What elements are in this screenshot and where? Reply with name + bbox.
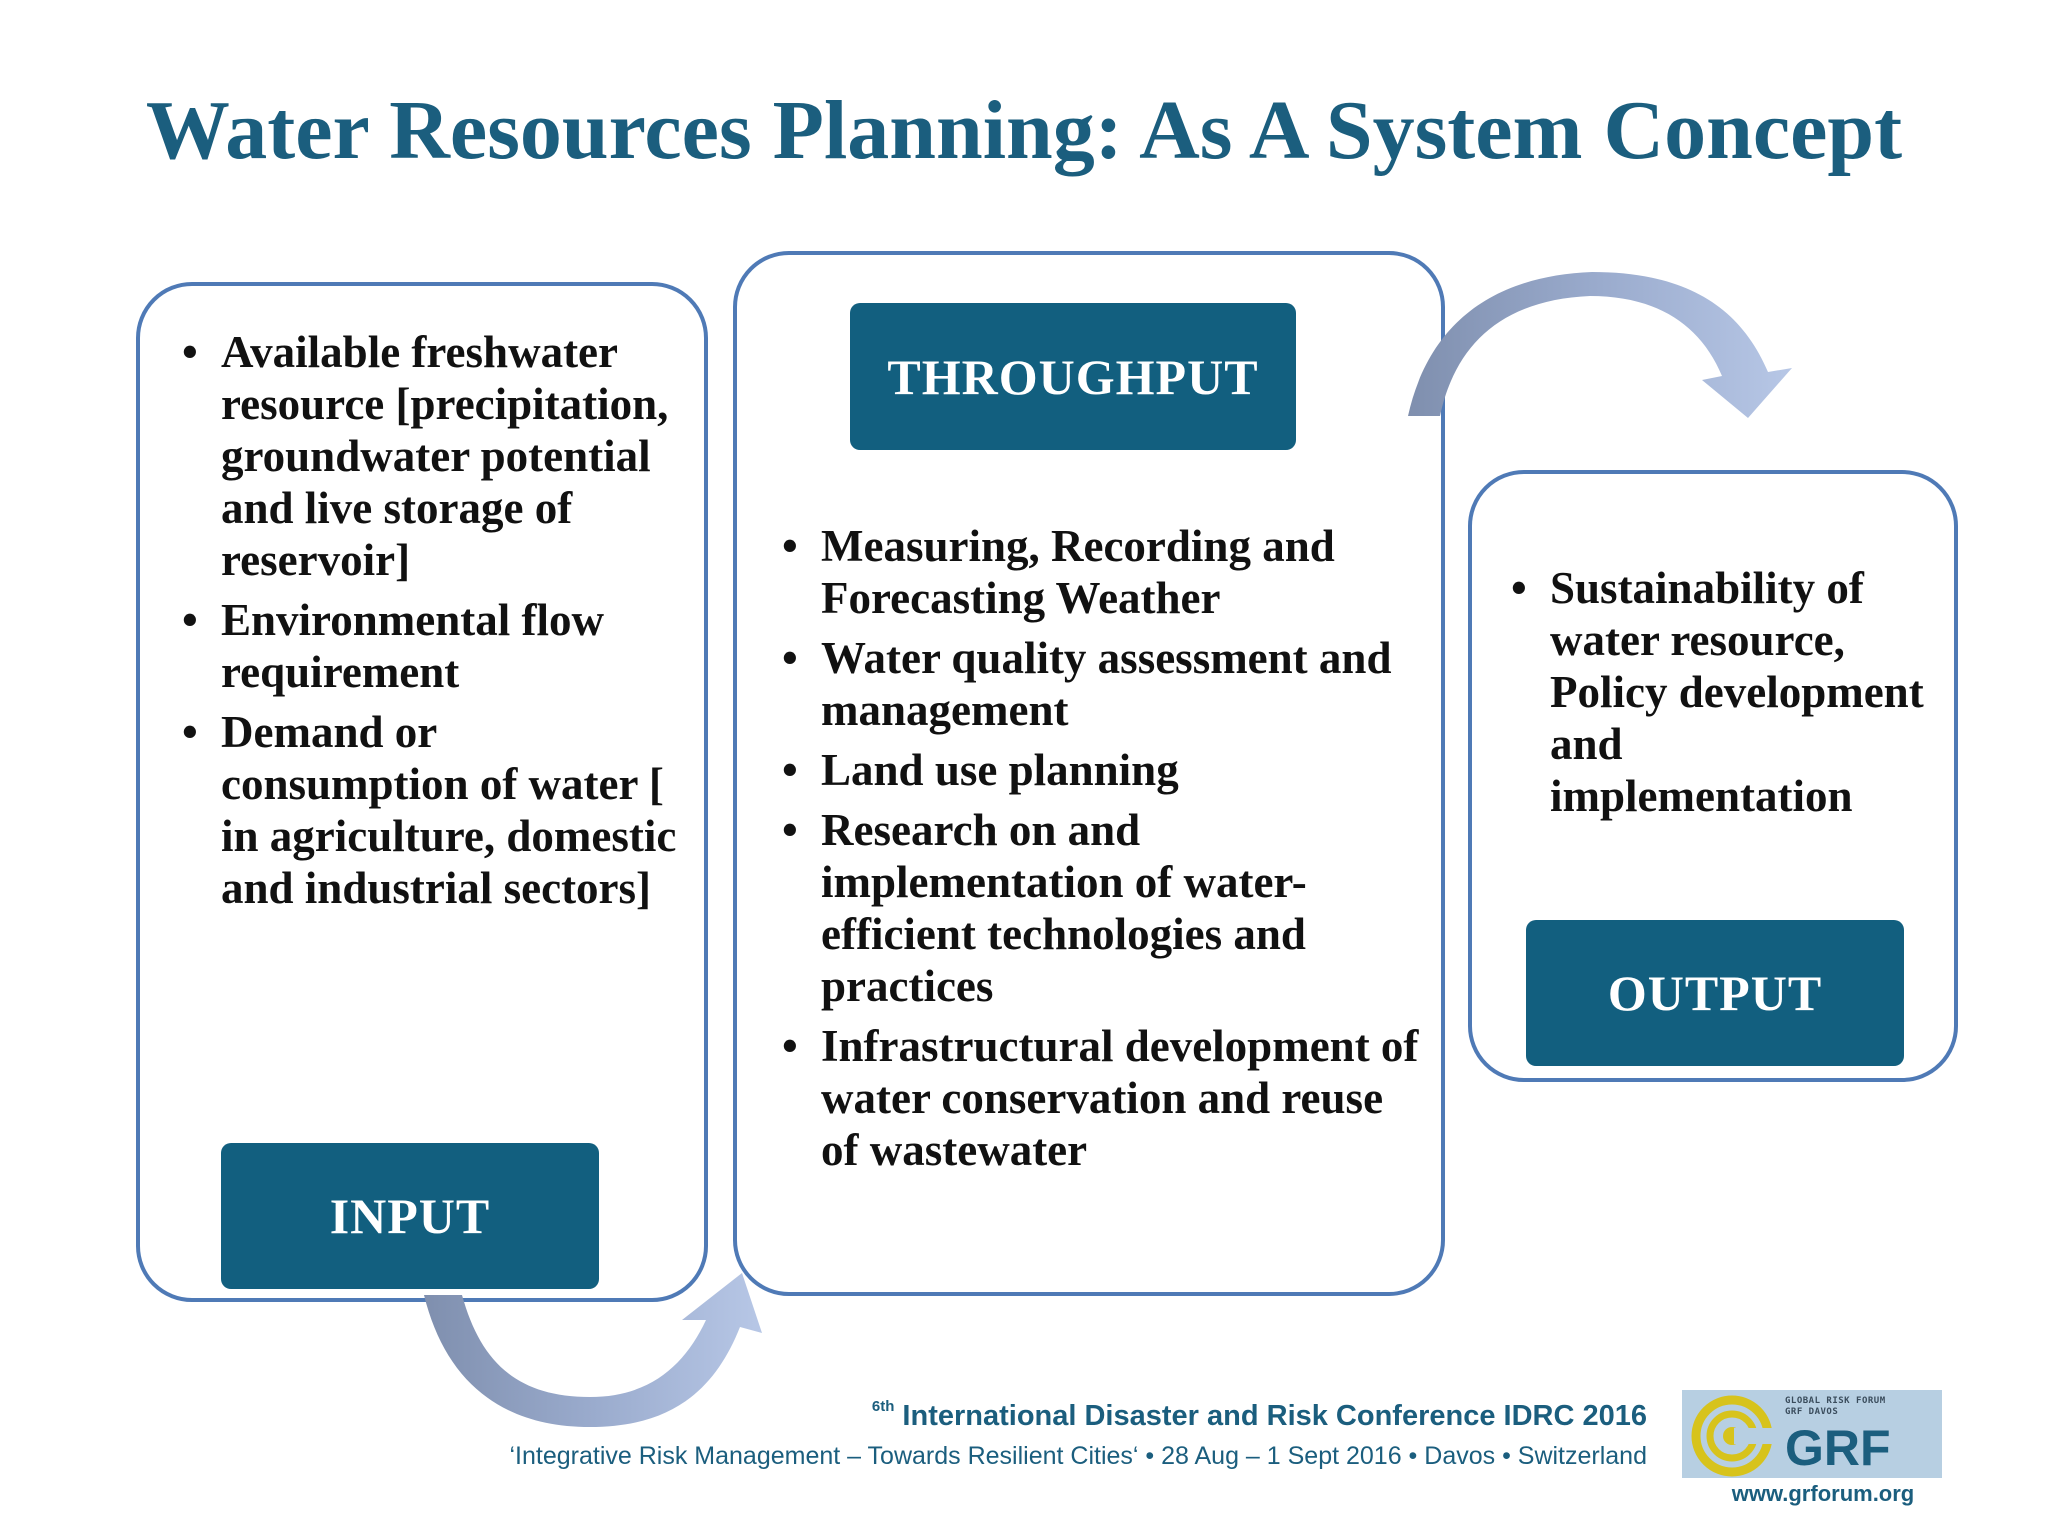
throughput-item: • Measuring, Recording and Forecasting Weather [782, 520, 1422, 624]
throughput-list [782, 520, 1422, 1184]
input-item: • Demand or consumption of water [ in agriculture, domestic and industrial sectors] [182, 706, 682, 914]
conference-tagline: ‘Integrative Risk Management – Towards Resilient Cities‘ • 28 Aug – 1 Sept 2016 • Davos • Switzerland [509, 1442, 1647, 1470]
throughput-item: • Water quality assessment and management [782, 632, 1422, 736]
throughput-item: • Land use planning [782, 744, 1422, 796]
output-item: • Sustainability of water resource, Policy development and implementation [1511, 562, 1931, 822]
throughput-label: THROUGHPUT [850, 303, 1296, 450]
input-label: INPUT [221, 1143, 599, 1289]
conference-name: International Disaster and Risk Conference IDRC 2016 [902, 1400, 1647, 1432]
curved-arrow-input-to-throughput [410, 1265, 790, 1440]
input-item: • Environmental flow requirement [182, 594, 682, 698]
input-item: • Available freshwater resource [precipitation, groundwater potential and live storage of reservoir] [182, 326, 682, 586]
slide-title: Water Resources Planning: As A System Concept [145, 84, 1903, 177]
logo-caption: GLOBAL RISK FORUM GRF DAVOS [1785, 1396, 1886, 1417]
throughput-item: • Research on and implementation of water-efficient technologies and practices [782, 804, 1422, 1012]
input-list [182, 326, 682, 922]
grf-spiral-icon [1682, 1390, 1782, 1478]
conference-title [872, 1398, 1647, 1433]
output-list [1511, 562, 1931, 830]
edition-superscript: 6th [871, 1398, 895, 1415]
grf-logo [1682, 1390, 1942, 1478]
output-label: OUTPUT [1526, 920, 1904, 1066]
website-link[interactable]: www.grforum.org [1731, 1481, 1915, 1506]
logo-text: GRF [1785, 1420, 1891, 1476]
throughput-item: • Infrastructural development of water conservation and reuse of wastewater [782, 1020, 1422, 1176]
curved-arrow-throughput-to-output [1400, 268, 1810, 428]
